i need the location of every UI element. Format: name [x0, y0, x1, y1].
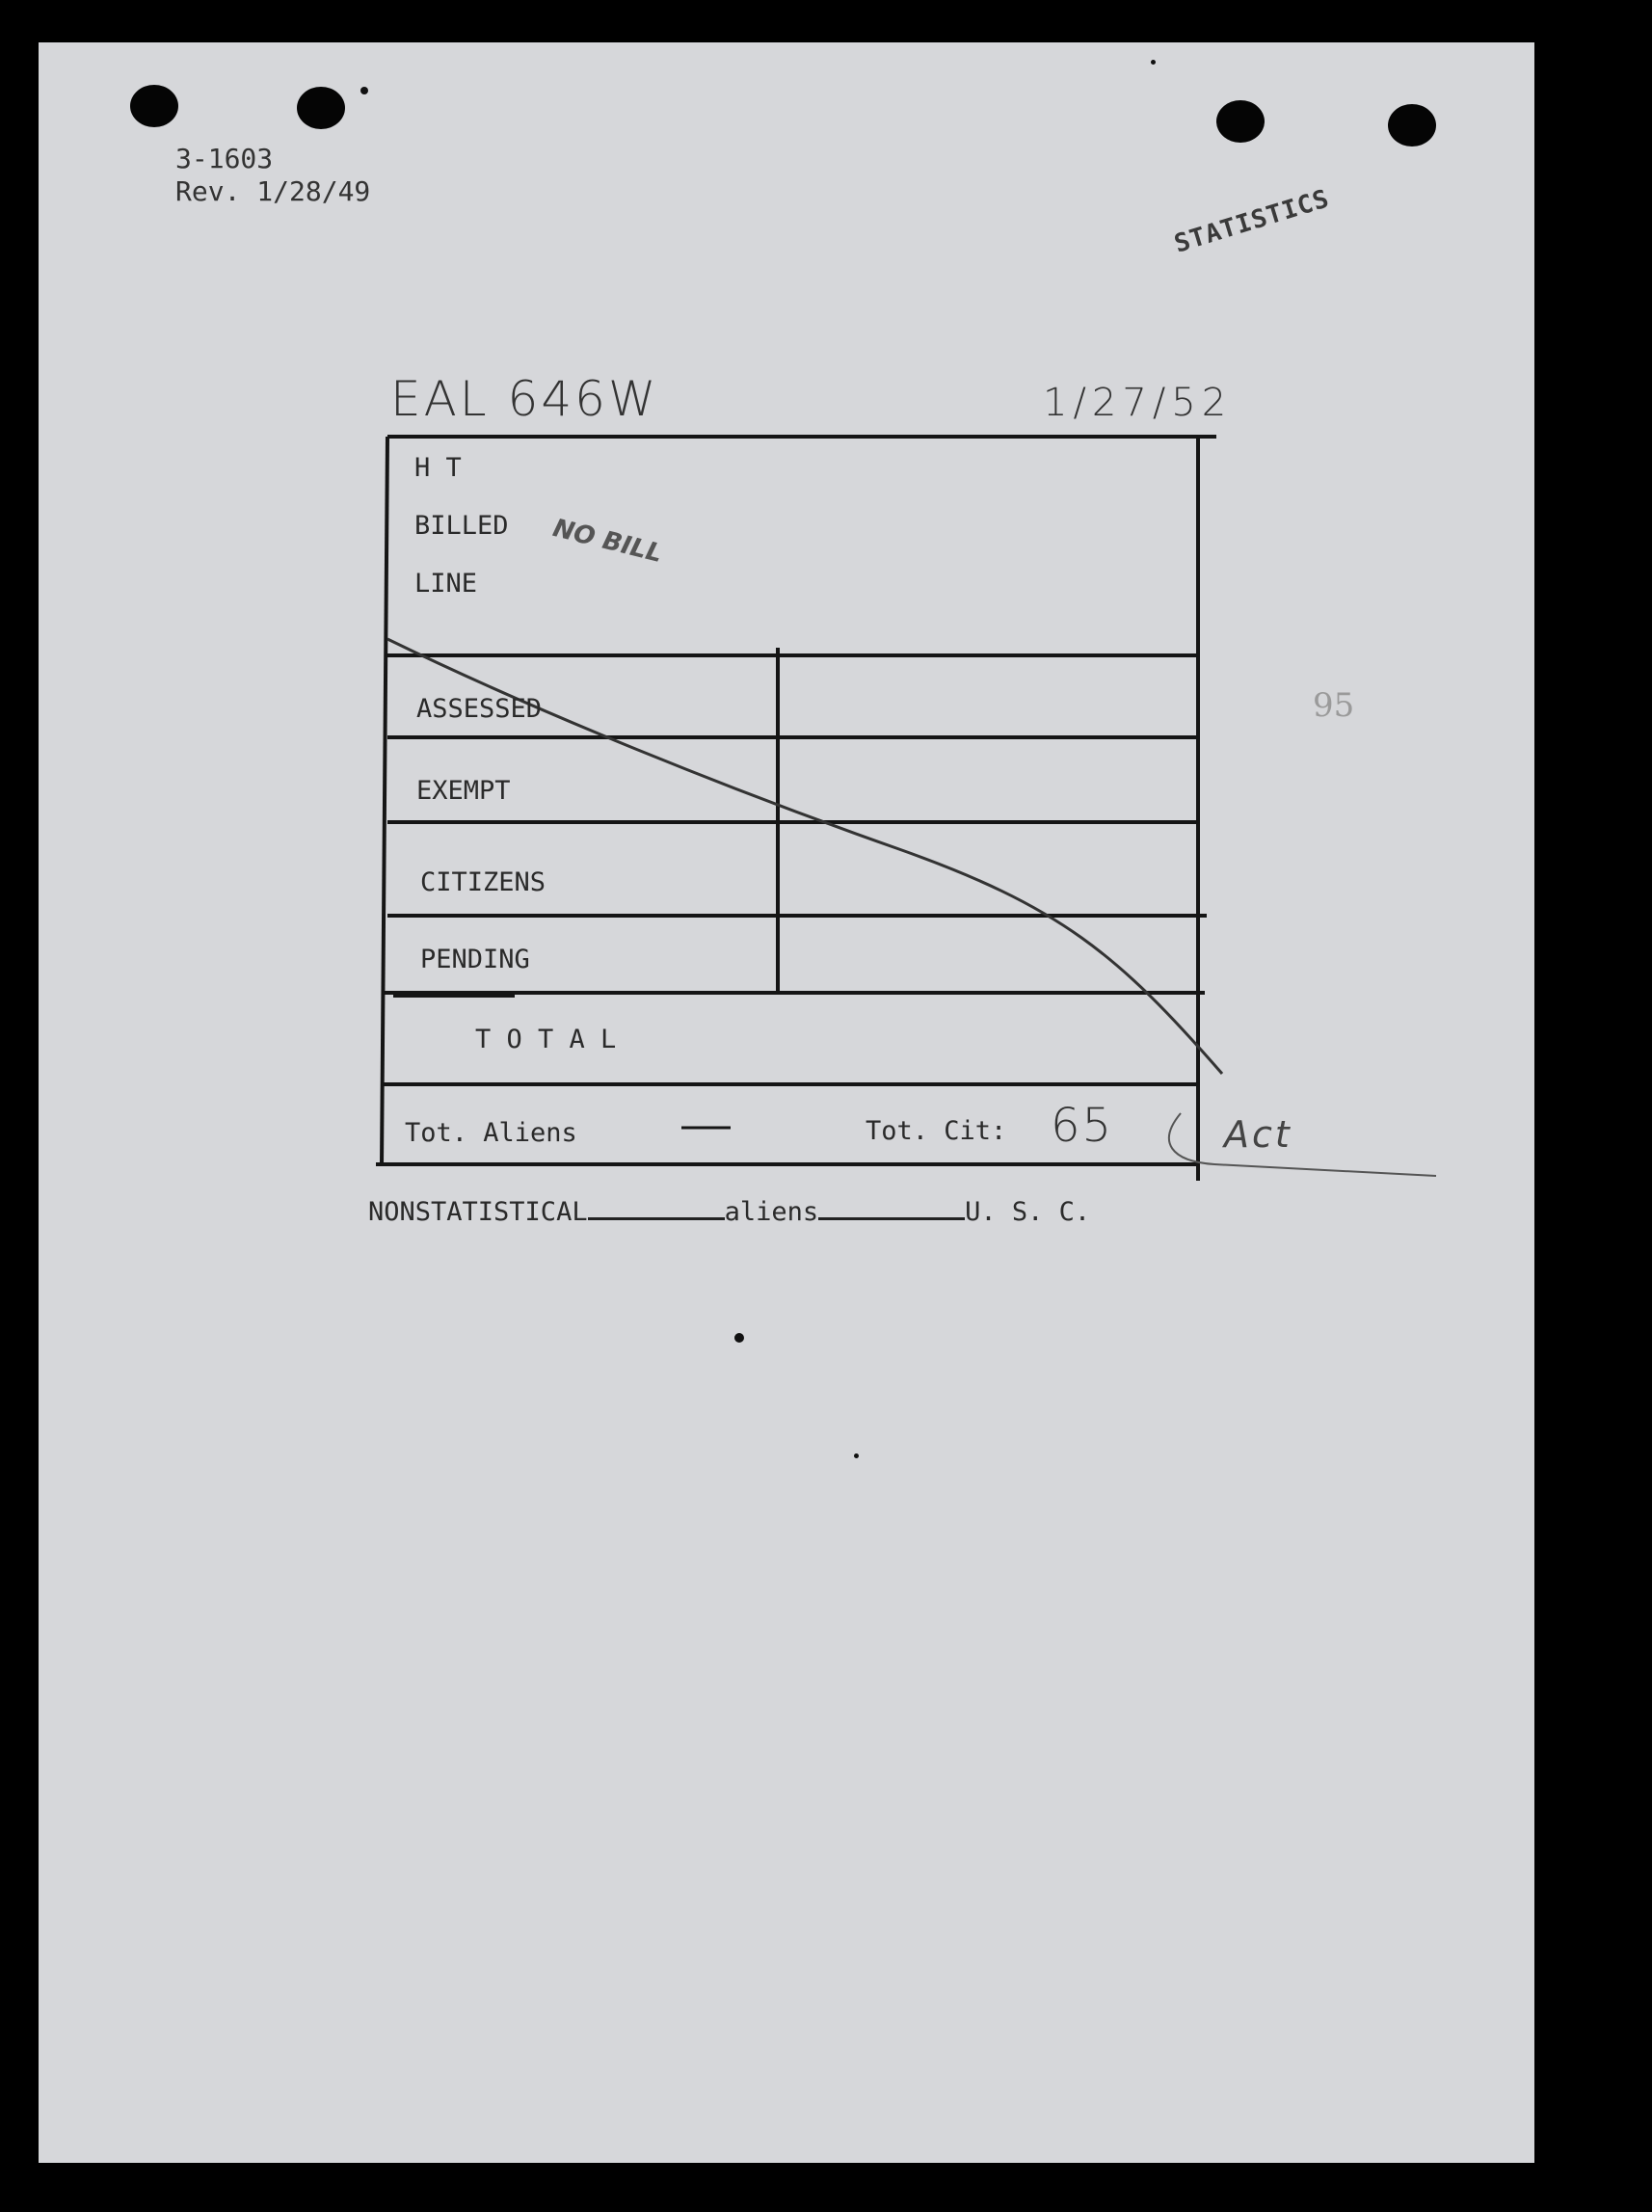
- table-left-border: [382, 437, 387, 1166]
- handwritten-date: 1/27/52: [1043, 381, 1233, 425]
- handwritten-acknowledgment: Act: [1224, 1113, 1292, 1156]
- handwritten-manifest-id: EAL 646W: [390, 371, 659, 427]
- nonstatistical-line: [368, 1197, 1090, 1227]
- form-code: 3-1603: [175, 143, 274, 174]
- page-number: 95: [1313, 686, 1355, 725]
- header-billed: BILLED: [414, 511, 509, 541]
- row-pending-label: PENDING: [420, 945, 530, 974]
- row-citizens-label: CITIZENS: [420, 867, 546, 897]
- row-assessed-label: ASSESSED: [416, 694, 543, 724]
- form-revision: Rev. 1/28/49: [175, 175, 371, 207]
- header-ht: H T: [414, 453, 462, 483]
- total-label: T O T A L: [475, 1025, 617, 1054]
- handwritten-tick: [1169, 1113, 1436, 1176]
- handwritten-citizens-total: 65: [1051, 1099, 1114, 1153]
- statistics-stamp: STATISTICS: [1171, 184, 1334, 259]
- nonstatistical-usc-label: U. S. C.: [965, 1197, 1091, 1227]
- no-bill-stamp: NO BILL: [549, 514, 666, 570]
- nonstatistical-aliens-blank: [818, 1210, 965, 1220]
- header-line: LINE: [414, 569, 478, 599]
- nonstatistical-blank: [588, 1210, 725, 1220]
- total-citizens-label: Tot. Cit:: [866, 1116, 1007, 1146]
- row-exempt-label: EXEMPT: [416, 776, 511, 806]
- nonstatistical-label: NONSTATISTICAL: [368, 1197, 588, 1227]
- nonstatistical-aliens-label: aliens: [724, 1197, 819, 1227]
- total-aliens-label: Tot. Aliens: [405, 1118, 577, 1148]
